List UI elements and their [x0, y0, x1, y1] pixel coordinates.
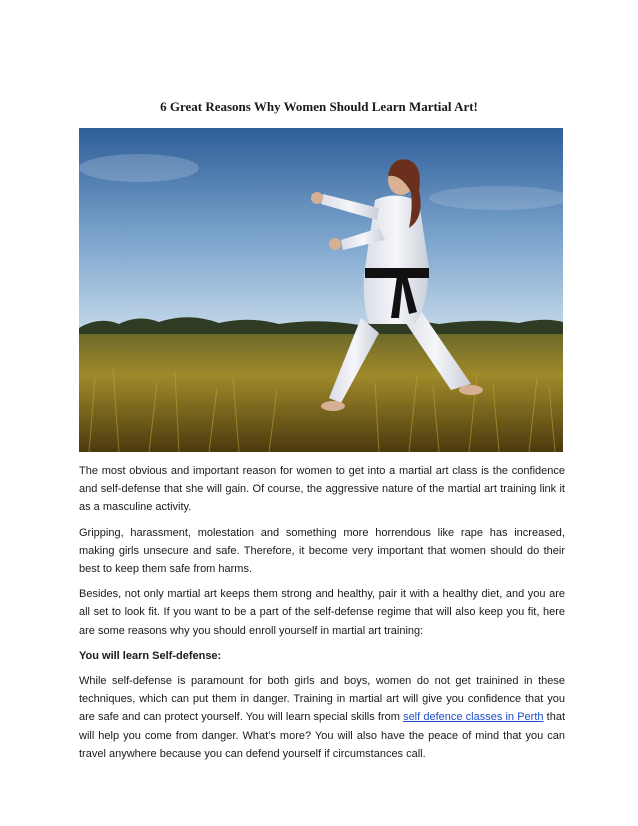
paragraph-2: Gripping, harassment, molestation and something more horrendous like rape has increased, making girls unsecure and safe. Therefore, it become very important that women should do their best to keep them safe from harms.: [79, 526, 565, 576]
article-body: [79, 462, 565, 770]
hero-photo: [79, 128, 563, 452]
grass-field: [79, 334, 563, 452]
page-title: 6 Great Reasons Why Women Should Learn Martial Art!: [160, 99, 478, 114]
paragraph-4-text-after: that will help you come from danger. What’s more? You will also have the peace of mind that you can travel anywhere because you can defend yourself if circumstances call.: [79, 711, 566, 760]
paragraph-1: The most obvious and important reason for women to get into a martial art class is the confidence and self-defense that she will gain. Of course, the aggressive nature of the martial art training link it as a masculine activity.: [79, 465, 565, 514]
self-defence-classes-link[interactable]: self defence classes in Perth: [403, 711, 544, 724]
section-heading: You will learn Self-defense:: [79, 649, 222, 662]
paragraph-3: Besides, not only martial art keeps them strong and healthy, pair it with a healthy diet, and you are all set to look fit. If you want to be a part of the self-defense regime that will also keep you fit, here are some reasons why you should enroll yourself in martial art training:: [79, 588, 565, 637]
paragraph-4: [79, 672, 565, 763]
paragraph-4-text-before: While self-defense is paramount for both girls and boys, women do not get trainined in these techniques, which can put them in danger. Training in martial art will give you confidence that you are safe and can protect yourself. You will learn special skills from: [79, 675, 565, 724]
